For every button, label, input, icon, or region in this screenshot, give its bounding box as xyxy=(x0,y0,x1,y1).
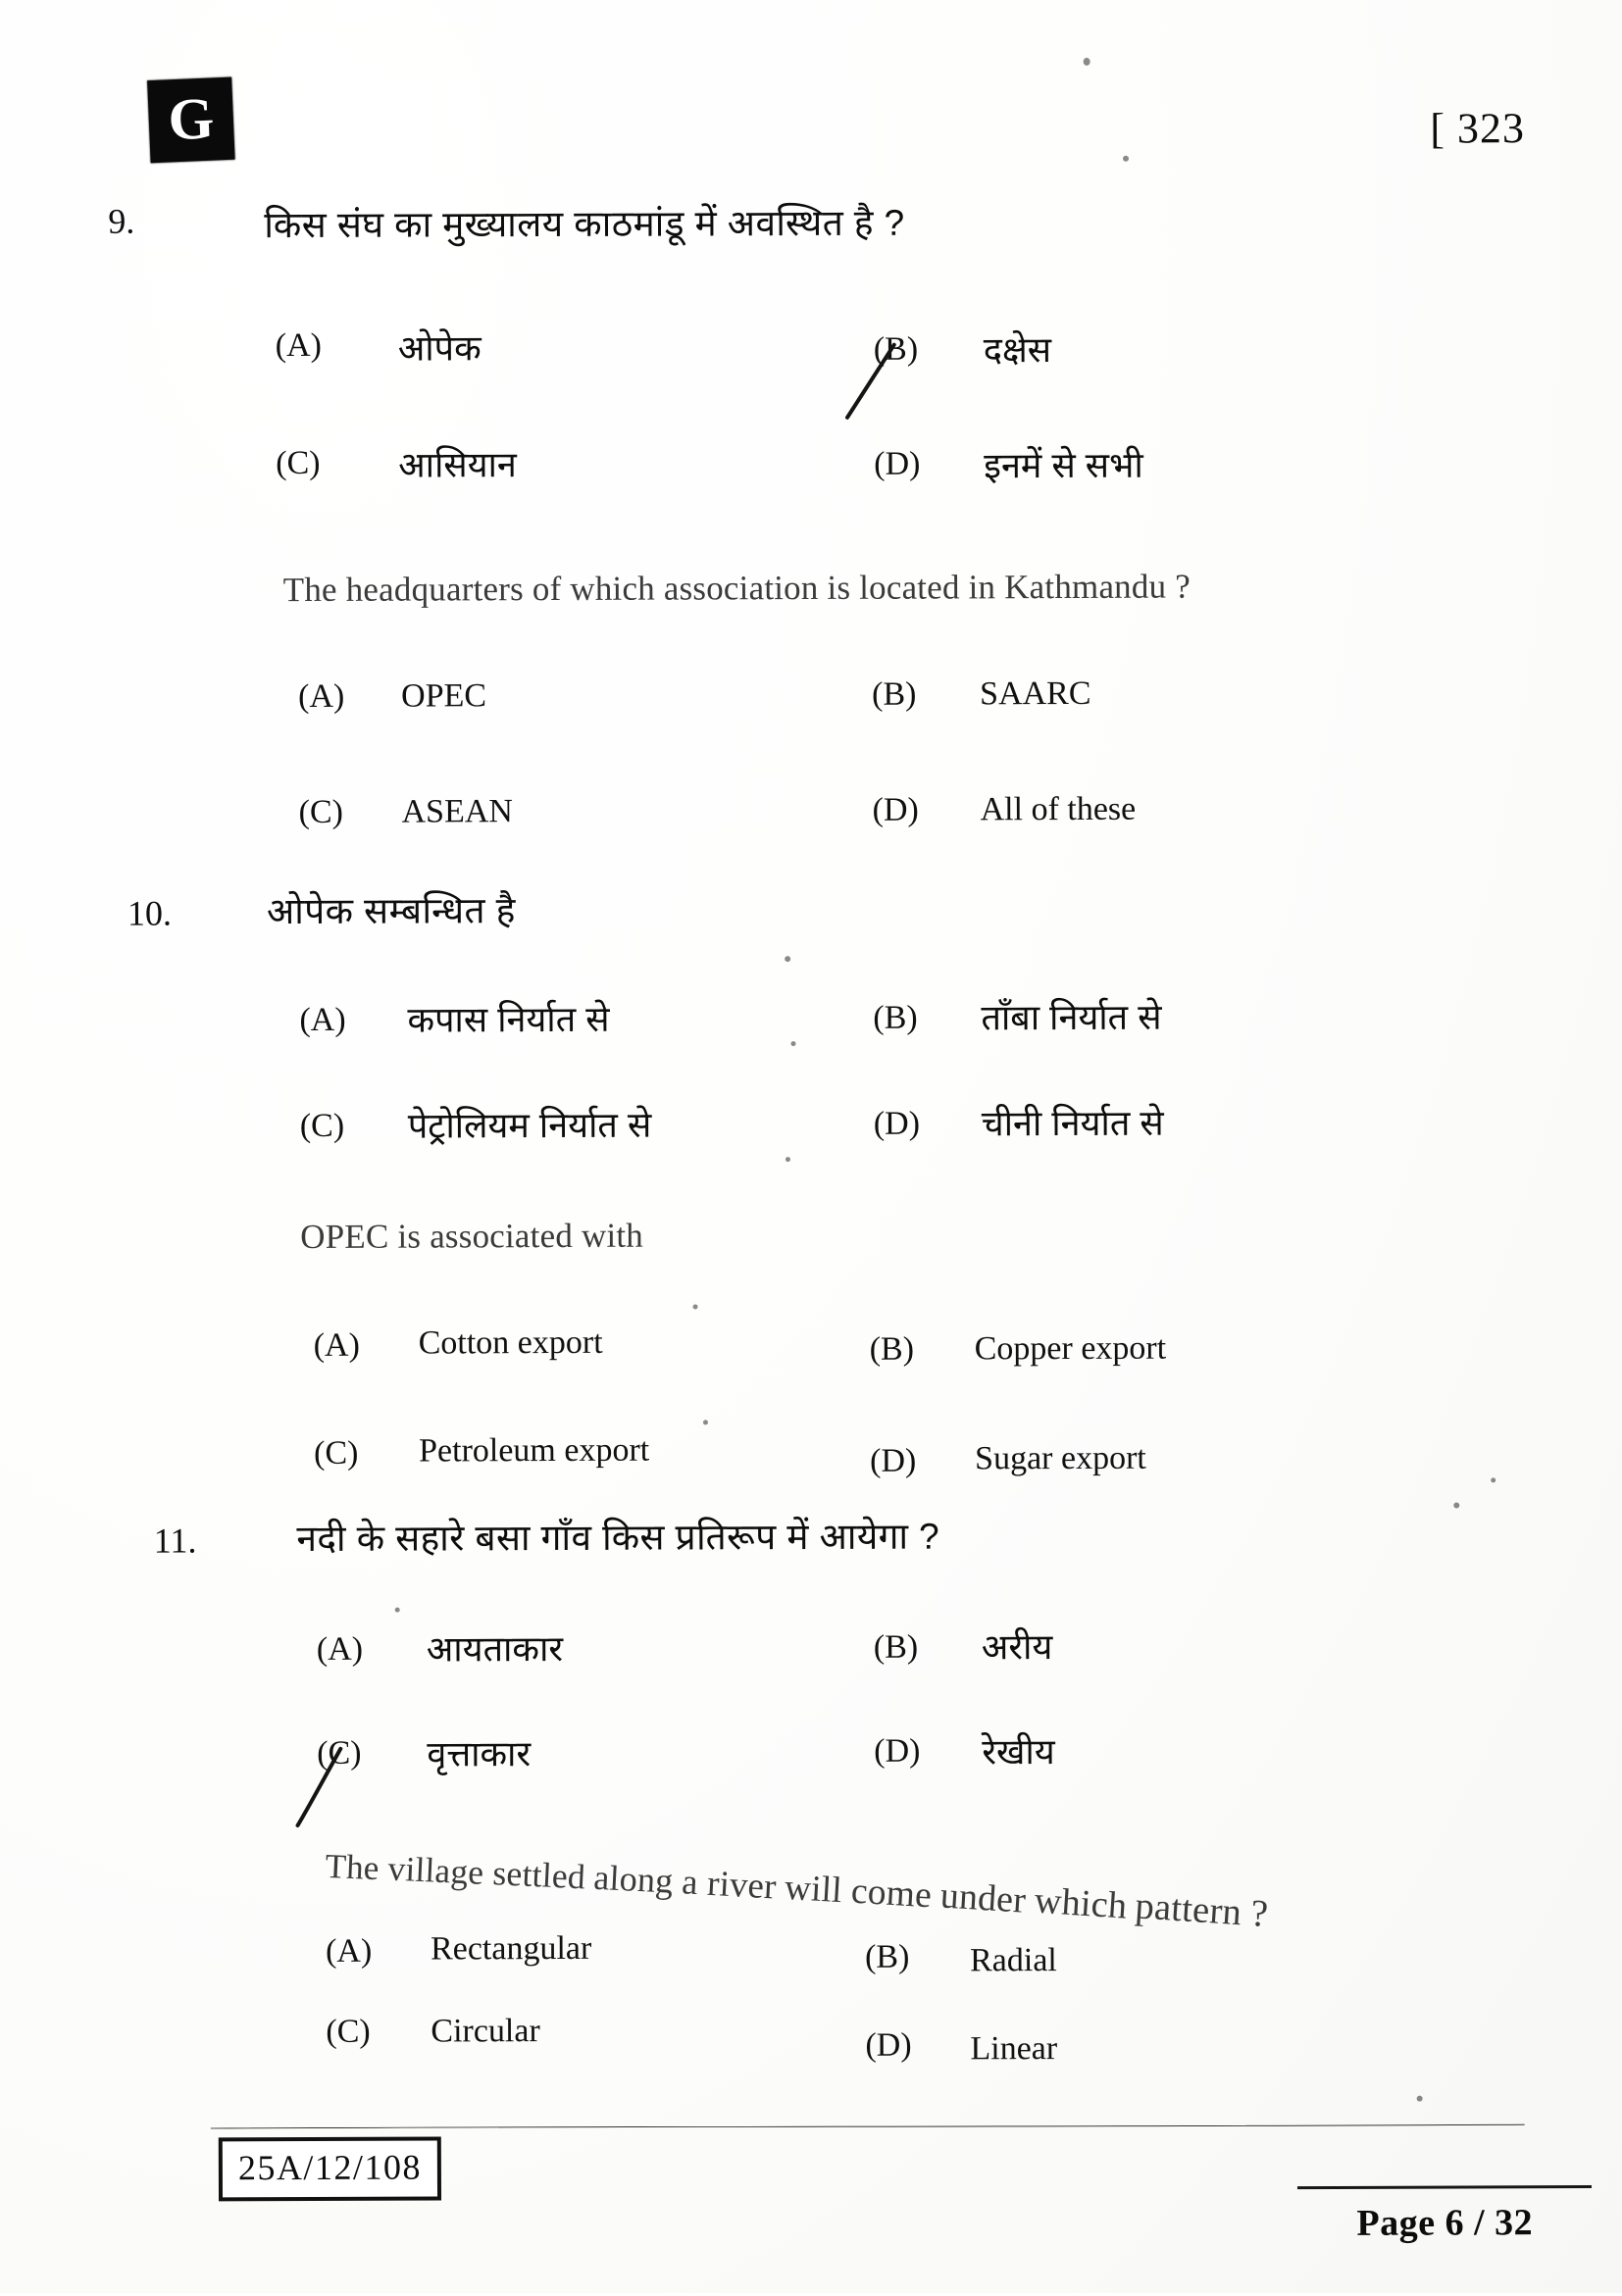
question-9-english-text: The headquarters of which association is located in Kathmandu ? xyxy=(282,567,1191,610)
question-11-hindi-option-d-text[interactable]: रेखीय xyxy=(982,1731,1055,1772)
question-9-hindi-option-d-text[interactable]: इनमें से सभी xyxy=(984,444,1143,486)
question-11-hindi-option-d-label: (D) xyxy=(874,1732,921,1770)
question-10-hindi-option-a-text[interactable]: कपास निर्यात से xyxy=(407,998,610,1040)
scan-speck xyxy=(1417,2096,1423,2102)
scan-speck xyxy=(693,1304,698,1309)
scan-speck xyxy=(395,1608,400,1613)
question-10-english-option-a-label: (A) xyxy=(313,1326,360,1364)
question-9-english-option-c-label: (C) xyxy=(298,793,343,831)
question-9-english-option-b-text[interactable]: SAARC xyxy=(980,674,1091,713)
question-9-english-option-d-label: (D) xyxy=(872,791,919,828)
g-logo-stamp xyxy=(147,77,234,164)
question-10-hindi-option-b-text[interactable]: ताँबा निर्यात से xyxy=(981,996,1162,1038)
question-10-english-option-c-label: (C) xyxy=(314,1434,359,1472)
question-11-english-word: river xyxy=(705,1862,778,1907)
question-10-english-option-a-text[interactable]: Cotton export xyxy=(418,1323,603,1362)
question-11-hindi-option-a-label: (A) xyxy=(316,1630,364,1668)
question-10-hindi-text: ओपेक सम्बन्धित है xyxy=(266,890,516,932)
question-11-english-option-d-text[interactable]: Linear xyxy=(970,2030,1058,2068)
question-10-hindi-option-d-label: (D) xyxy=(873,1105,921,1142)
question-9-hindi-option-d-label: (D) xyxy=(874,445,921,482)
question-9-hindi-option-c-text[interactable]: आसियान xyxy=(398,444,517,485)
question-10-english-option-d-text[interactable]: Sugar export xyxy=(975,1439,1146,1477)
question-11-hindi-option-c-text[interactable]: वृत्ताकार xyxy=(427,1733,532,1774)
scan-speck xyxy=(786,1157,790,1162)
question-9-hindi-text: किस संघ का मुख्यालय काठमांडू में अवस्थित है ? xyxy=(264,202,905,246)
question-11-hindi-option-a-text[interactable]: आयताकार xyxy=(426,1627,564,1670)
question-11-english-word: a xyxy=(681,1861,700,1903)
question-11-hindi-text: नदी के सहारे बसा गाँव किस प्रतिरूप में आयेगा ? xyxy=(296,1516,940,1560)
question-11-hindi-option-b-text[interactable]: अरीय xyxy=(981,1626,1053,1668)
question-9-number: 9. xyxy=(108,201,135,241)
scan-speck xyxy=(1453,1502,1459,1508)
question-11-english-option-b-label: (B) xyxy=(865,1938,910,1975)
question-9-hindi-option-a-text[interactable]: ओपेक xyxy=(397,327,482,369)
question-10-hindi-option-c-label: (C) xyxy=(299,1107,345,1145)
question-9-hindi-option-b-text[interactable]: दक्षेस xyxy=(983,329,1052,371)
scan-speck xyxy=(1123,156,1129,162)
paper-code: [ 323 xyxy=(1430,104,1526,153)
question-9-hindi-option-c-label: (C) xyxy=(276,444,321,482)
question-11-english-word: along xyxy=(592,1857,675,1901)
scan-speck xyxy=(703,1420,708,1424)
question-11-english-option-b-text[interactable]: Radial xyxy=(970,1942,1057,1979)
question-11-english-option-c-text[interactable]: Circular xyxy=(431,2013,540,2050)
question-11-english-text xyxy=(324,1843,1270,1936)
exam-code-text: 25A/12/108 xyxy=(237,2147,422,2188)
question-10-english-option-b-text[interactable]: Copper export xyxy=(974,1329,1167,1368)
question-10-hindi-option-c-text[interactable]: पेट्रोलियम निर्यात से xyxy=(407,1104,652,1146)
question-9-english-option-d-text[interactable]: All of these xyxy=(980,790,1137,828)
question-9-english-option-c-text[interactable]: ASEAN xyxy=(401,793,513,830)
question-9-hindi-option-b-label: (B) xyxy=(873,330,919,368)
question-11-english-option-c-label: (C) xyxy=(326,2013,371,2050)
question-10-english-option-c-text[interactable]: Petroleum export xyxy=(419,1431,650,1470)
question-11-english-word: ? xyxy=(1248,1891,1270,1936)
question-11-english-word: which xyxy=(1033,1879,1129,1927)
question-9-english-option-a-label: (A) xyxy=(298,677,345,716)
question-11-english-word: under xyxy=(938,1874,1028,1922)
question-11-english-word: The xyxy=(324,1846,380,1888)
g-logo-letter: G xyxy=(167,85,216,153)
question-11-english-word: come xyxy=(849,1871,933,1917)
question-11-hindi-option-c-label: (C) xyxy=(317,1734,362,1772)
question-10-number: 10. xyxy=(127,893,173,933)
question-11-english-option-a-text[interactable]: Rectangular xyxy=(430,1929,592,1968)
question-11-english-option-a-label: (A) xyxy=(325,1932,373,1970)
question-11-english-word: settled xyxy=(491,1853,586,1897)
question-11-hindi-option-b-label: (B) xyxy=(873,1628,919,1666)
question-9-english-option-a-text[interactable]: OPEC xyxy=(401,677,487,715)
scan-speck xyxy=(790,1041,795,1046)
scan-speck xyxy=(785,956,790,962)
question-9-english-option-b-label: (B) xyxy=(872,675,917,713)
question-11-english-word: pattern xyxy=(1134,1885,1243,1934)
page-label-rule xyxy=(1297,2185,1592,2189)
question-11-english-option-d-label: (D) xyxy=(865,2026,912,2064)
page-label: Page 6 / 32 xyxy=(1356,2202,1534,2244)
question-10-english-option-d-label: (D) xyxy=(870,1442,917,1479)
exam-code-box xyxy=(219,2136,441,2201)
question-10-english-text: OPEC is associated with xyxy=(300,1216,644,1257)
scan-speck xyxy=(1491,1477,1495,1482)
scan-speck xyxy=(1084,58,1090,66)
question-10-hindi-option-d-text[interactable]: चीनी निर्यात से xyxy=(981,1102,1164,1144)
question-11-number: 11. xyxy=(153,1521,197,1561)
question-11-english-word: will xyxy=(784,1867,843,1912)
question-10-english-option-b-label: (B) xyxy=(869,1330,915,1368)
question-11-english-word: village xyxy=(386,1848,485,1892)
footer-divider-rule xyxy=(211,2122,1525,2130)
question-10-hindi-option-a-label: (A) xyxy=(299,1001,346,1039)
question-10-hindi-option-b-label: (B) xyxy=(873,999,918,1036)
question-9-hindi-option-a-label: (A) xyxy=(275,326,323,365)
